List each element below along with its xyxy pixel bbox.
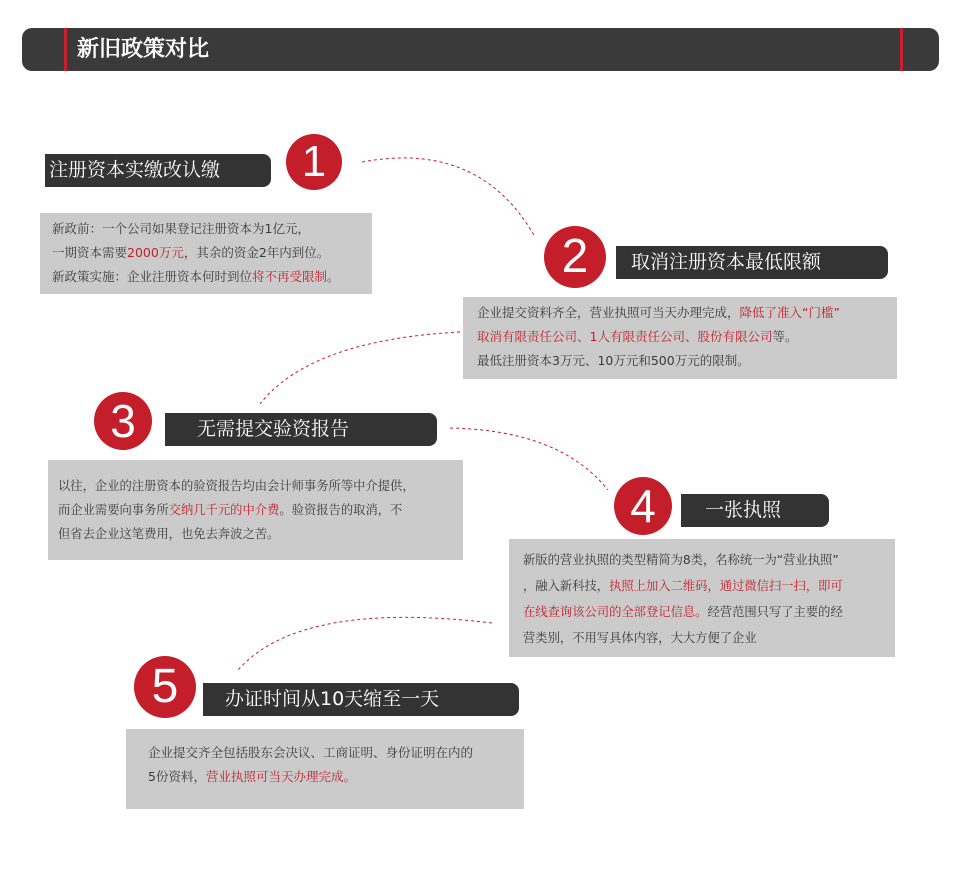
item-2-number-badge: 2	[544, 226, 606, 288]
body-text: 但省去企业这笔费用，也免去奔波之苦。	[58, 527, 280, 541]
item-1-line-2	[52, 241, 372, 265]
body-text: 以往，企业的注册资本的验资报告均由会计师事务所等中介提供，	[58, 479, 415, 493]
item-1-line-3	[52, 265, 372, 289]
connector-2-3	[260, 332, 460, 404]
highlight-text: 在线查询该公司的全部登记信息。	[523, 605, 708, 619]
item-4-description	[509, 539, 895, 657]
item-2-line-3	[477, 349, 897, 373]
body-text: ，融入新科技，	[523, 579, 610, 593]
item-4-line-2	[523, 573, 895, 599]
body-text: 等。	[772, 329, 798, 344]
item-3-line-3	[58, 522, 463, 546]
item-2-description	[463, 297, 897, 379]
item-4-title: 一张执照	[681, 494, 829, 527]
highlight-text: 将不再受限制	[252, 269, 328, 284]
item-4-line-1	[523, 547, 895, 573]
item-2-title: 取消注册资本最低限额	[616, 246, 888, 279]
item-3-line-1	[58, 474, 463, 498]
connector-4-5	[238, 617, 492, 670]
connector-3-4	[450, 428, 608, 490]
body-text: 营类别，不用写具体内容，大大方便了企业	[523, 631, 757, 645]
body-text: 。验资报告的取消，不	[279, 503, 403, 517]
body-text: 而企业需要向事务所	[58, 503, 169, 517]
body-text: 经营范围只写了主要的经	[707, 605, 843, 619]
item-1-description	[40, 213, 372, 294]
item-5-title: 办证时间从10天缩至一天	[203, 683, 519, 716]
body-text: 。	[327, 269, 340, 284]
item-4-line-4	[523, 625, 895, 651]
highlight-text: 交纳几千元的中介费	[168, 503, 280, 517]
highlight-text: 取消有限责任公司、1人有限责任公司、股份有限公司	[477, 329, 773, 344]
item-3-description	[48, 460, 463, 560]
item-1-line-1	[52, 217, 372, 241]
body-text: 企业提交资料齐全，营业执照可当天办理完成，	[477, 305, 740, 320]
item-2-line-1	[477, 301, 897, 325]
body-text: 新版的营业执照的类型精简为8类，名称统一为“营业执照”	[523, 553, 839, 567]
item-4-line-3	[523, 599, 895, 625]
item-5-line-2	[148, 765, 524, 789]
body-text: 新政前：一个公司如果登记注册资本为1亿元，	[52, 221, 310, 236]
item-2-line-2	[477, 325, 897, 349]
body-text: ，其余的资金2年内到位。	[183, 245, 330, 260]
body-text: 新政策实施：企业注册资本何时到位	[52, 269, 253, 284]
body-text: 5份资料，	[148, 769, 206, 784]
body-text: 企业提交齐全包括股东会决议、工商证明、身份证明在内的	[148, 745, 474, 760]
item-3-title: 无需提交验资报告	[165, 413, 437, 446]
page-title: 新旧政策对比	[77, 37, 210, 62]
item-1-title: 注册资本实缴改认缴	[45, 154, 271, 187]
item-5-number-badge: 5	[134, 656, 196, 718]
item-5-description	[126, 729, 524, 809]
highlight-text: 执照上加入二维码，通过微信扫一扫，即可	[609, 579, 843, 593]
highlight-text: 营业执照可当天办理完成。	[205, 769, 356, 784]
body-text: 一期资本需要	[52, 245, 128, 260]
item-5-line-1	[148, 741, 524, 765]
body-text: 最低注册资本3万元、10万元和500万元的限制。	[477, 353, 750, 368]
highlight-text: 降低了准入“门槛”	[739, 305, 840, 320]
item-4-number-badge: 4	[614, 477, 672, 535]
item-1-number-badge: 1	[286, 134, 342, 190]
item-3-number-badge: 3	[94, 392, 152, 450]
item-3-line-2	[58, 498, 463, 522]
connector-1-2	[362, 158, 535, 237]
highlight-text: 2000万元	[127, 245, 184, 260]
